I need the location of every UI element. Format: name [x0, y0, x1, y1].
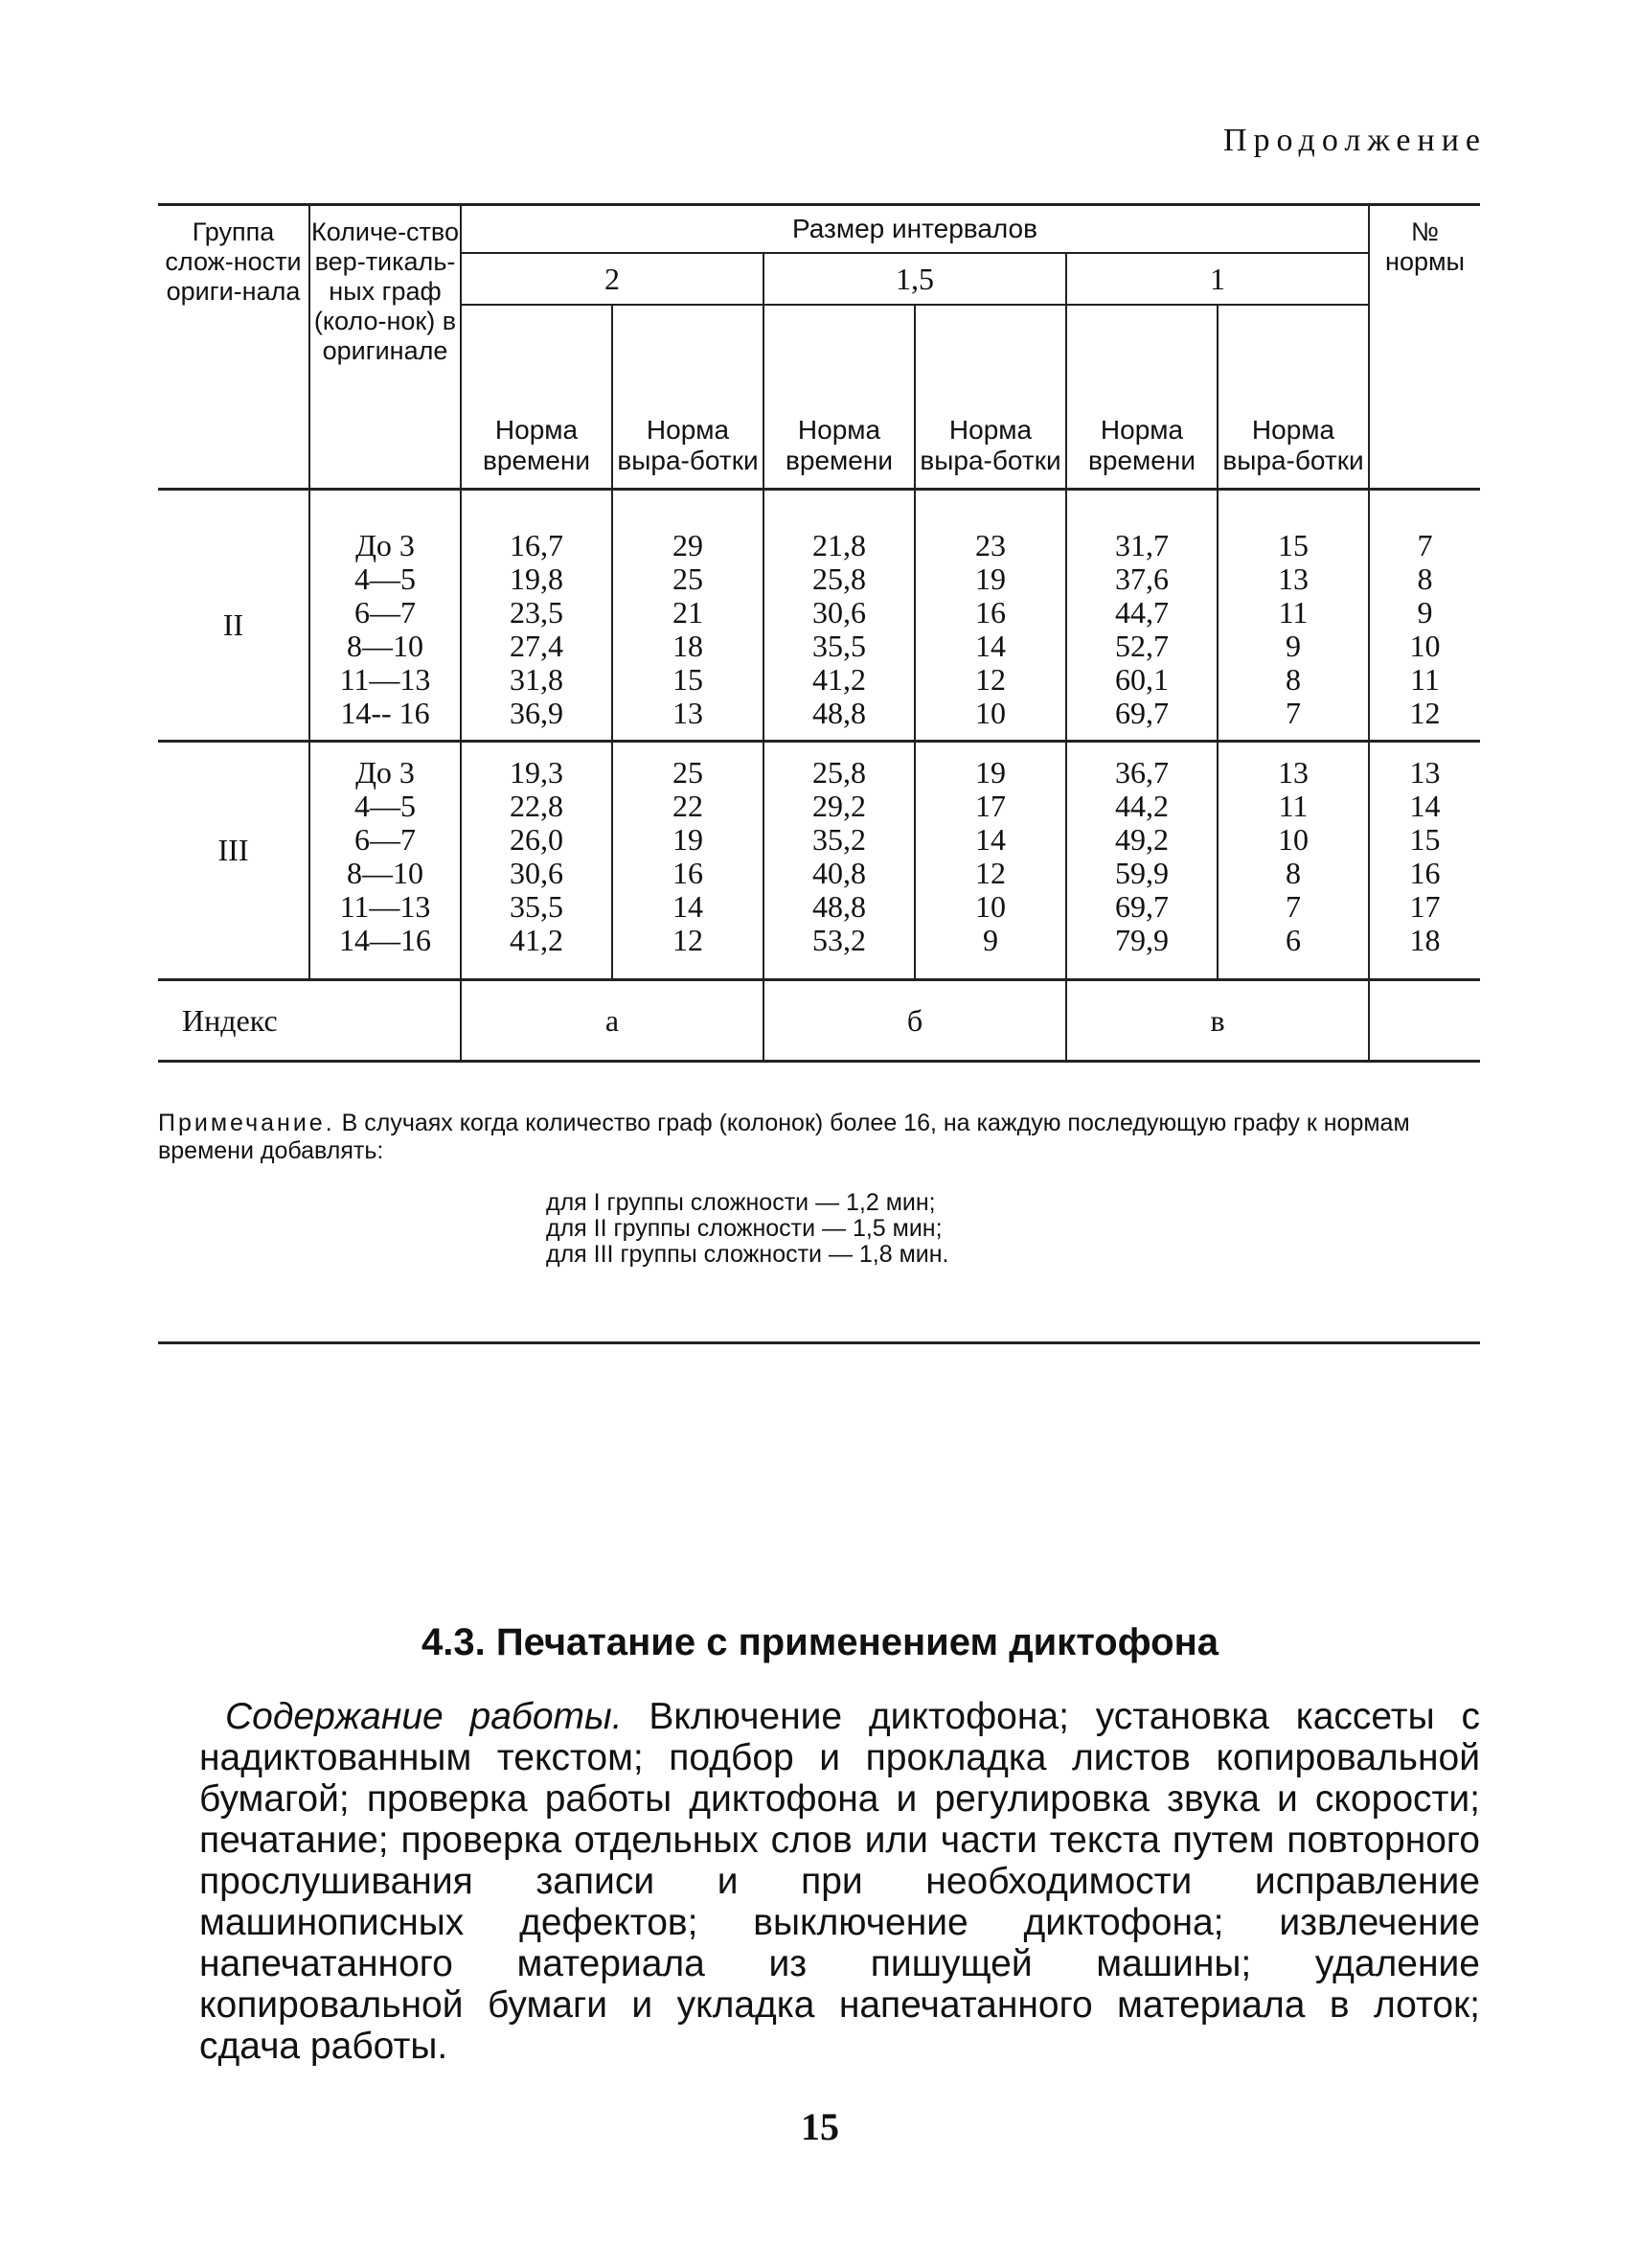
- table-cell-value: 4—5: [354, 789, 416, 823]
- table-cell-value: До 3: [355, 528, 415, 562]
- table-cell-value: 23,5: [510, 595, 563, 630]
- header-output-norm: Норма выра-ботки: [612, 305, 763, 490]
- table-cell-value: 16: [672, 856, 703, 890]
- index-value-b: б: [763, 980, 1066, 1062]
- table-cell-value: 35,5: [510, 889, 563, 924]
- note-item: для III группы сложности — 1,8 мин.: [546, 1241, 949, 1268]
- table-cell-value: 13: [1409, 755, 1441, 790]
- table-cell-value: 19: [672, 822, 703, 857]
- table-cell-value: 18: [1409, 923, 1441, 957]
- header-group: Группа слож-ности ориги-нала: [158, 205, 309, 490]
- table-cell-value: 6—7: [354, 595, 416, 630]
- table-cell-value: 35,5: [812, 629, 866, 663]
- header-time-norm: Норма времени: [461, 305, 612, 490]
- interval-1-5: 1,5: [763, 253, 1066, 305]
- header-time-norm: Норма времени: [763, 305, 915, 490]
- norms-table: [158, 203, 1480, 1063]
- note-text: В случаях когда количество граф (колонок) более 16, на каждую последующую графу к нормам времени добавлять:: [158, 1110, 1410, 1164]
- table-cell-value: 14: [672, 889, 703, 924]
- table-cell-value: 30,6: [510, 856, 563, 890]
- table-cell-value: 52,7: [1115, 629, 1169, 663]
- table-cell-value: 10: [975, 889, 1006, 924]
- interval-1-output-cell: [1218, 491, 1369, 742]
- table-cell-value: 7: [1417, 528, 1433, 562]
- table-cell-value: 25,8: [812, 755, 866, 790]
- table-cell-value: 21,8: [812, 528, 866, 562]
- table-cell-value: 8—10: [347, 629, 423, 663]
- table-cell-value: 10: [1278, 822, 1309, 857]
- table-cell-value: 41,2: [510, 923, 563, 957]
- table-cell-value: 9: [1286, 629, 1301, 663]
- table-note: [158, 1110, 1480, 1165]
- table-cell-value: 8—10: [347, 856, 423, 890]
- interval-1-5-output-cell: [915, 742, 1066, 980]
- table-cell-value: 16,7: [510, 528, 563, 562]
- table-cell-value: 69,7: [1115, 889, 1169, 924]
- note-item: для II группы сложности — 1,5 мин;: [546, 1215, 943, 1242]
- header-interval-size: Размер интервалов: [461, 205, 1369, 254]
- table-cell-value: 6—7: [354, 822, 416, 857]
- table-cell-value: 12: [975, 662, 1006, 697]
- table-cell-value: 30,6: [812, 595, 866, 630]
- table-cell-value: 53,2: [812, 923, 866, 957]
- norm-number-cell: [1369, 491, 1480, 742]
- table-cell-value: 11: [1278, 595, 1309, 630]
- table-cell-value: 17: [1409, 889, 1441, 924]
- header-output-norm: Норма выра-ботки: [1218, 305, 1369, 490]
- interval-1-5-output-cell: [915, 491, 1066, 742]
- table-cell-value: 11—13: [339, 662, 431, 697]
- table-cell-value: 19: [975, 561, 1006, 596]
- note-lead: Примечание.: [158, 1110, 335, 1136]
- table-cell-value: 18: [672, 629, 703, 663]
- columns-range-cell: [309, 742, 461, 980]
- interval-2-time-cell: [461, 491, 612, 742]
- table-cell-value: 25: [672, 561, 703, 596]
- table-cell-value: 31,8: [510, 662, 563, 697]
- table-cell-value: 8: [1286, 662, 1301, 697]
- table-cell-value: 35,2: [812, 822, 866, 857]
- table-cell-value: 11: [1410, 662, 1440, 697]
- table-cell-value: 11: [1278, 789, 1309, 823]
- table-cell-value: 17: [975, 789, 1006, 823]
- interval-1-5-time-cell: [763, 491, 915, 742]
- interval-2-time-cell: [461, 742, 612, 980]
- table-cell-value: 29: [672, 528, 703, 562]
- interval-1-output-cell: [1218, 742, 1369, 980]
- table-cell-value: 9: [983, 923, 998, 957]
- section-lead: Содержание работы.: [225, 1696, 623, 1737]
- table-cell-value: 19,8: [510, 561, 563, 596]
- continued-label: Продолжение: [1222, 123, 1487, 158]
- table-cell-value: 44,2: [1115, 789, 1169, 823]
- table-cell-value: 26,0: [510, 822, 563, 857]
- table-cell-value: 69,7: [1115, 696, 1169, 730]
- table-cell-value: 12: [672, 923, 703, 957]
- index-row: [158, 980, 1480, 1062]
- index-empty-cell: [1369, 980, 1480, 1062]
- table-cell-value: 31,7: [1115, 528, 1169, 562]
- table-cell-value: 10: [1409, 629, 1441, 663]
- table-cell-value: 22,8: [510, 789, 563, 823]
- table-cell-value: 14: [975, 629, 1006, 663]
- table-cell-value: 12: [975, 856, 1006, 890]
- table-cell-value: 79,9: [1115, 923, 1169, 957]
- table-cell-value: 10: [975, 696, 1006, 730]
- table-cell-value: 14: [1409, 789, 1441, 823]
- section-text: Включение диктофона; установка кассеты с надиктованным текстом; подбор и прокладка листов копировальной бумагой; проверка работы диктофона и регулировка звука и скорости; печатание; проверка отдельных слов или части текста путем повторного прослушивания записи и при необходимости исправление машинописных дефектов; выключение диктофона; извлечение напечатанного материала из пишущей машины; удаление копировальной бумаги и укладка напечатанного материала в лоток; сдача работы.: [199, 1696, 1480, 2067]
- note-item: для I группы сложности — 1,2 мин;: [546, 1189, 936, 1216]
- group-label: II: [158, 491, 309, 742]
- interval-1-time-cell: [1066, 491, 1218, 742]
- interval-1-time-cell: [1066, 742, 1218, 980]
- table-row-group-iii: [158, 742, 1480, 980]
- table-cell-value: 37,6: [1115, 561, 1169, 596]
- table-cell-value: 36,9: [510, 696, 563, 730]
- table-cell-value: 48,8: [812, 889, 866, 924]
- index-label: Индекс: [158, 980, 461, 1062]
- table-cell-value: 13: [1278, 561, 1309, 596]
- table-cell-value: 7: [1286, 696, 1301, 730]
- table-cell-value: 29,2: [812, 789, 866, 823]
- table-cell-value: 11—13: [339, 889, 431, 924]
- table-cell-value: 16: [975, 595, 1006, 630]
- columns-range-cell: [309, 491, 461, 742]
- page-number: 15: [801, 2105, 839, 2148]
- table-cell-value: 15: [1409, 822, 1441, 857]
- interval-1-5-time-cell: [763, 742, 915, 980]
- index-value-v: в: [1066, 980, 1369, 1062]
- table-cell-value: 7: [1286, 889, 1301, 924]
- table-cell-value: 41,2: [812, 662, 866, 697]
- table-cell-value: 21: [672, 595, 703, 630]
- header-columns-count: Количе-ство вер-тикаль-ных граф (коло-нок) в оригинале: [309, 205, 461, 490]
- header-time-norm: Норма времени: [1066, 305, 1218, 490]
- group-label: III: [158, 742, 309, 980]
- table-cell-value: 14—16: [339, 923, 431, 957]
- table-cell-value: 59,9: [1115, 856, 1169, 890]
- table-cell-value: 22: [672, 789, 703, 823]
- table-row-group-ii: [158, 491, 1480, 742]
- table-cell-value: 19: [975, 755, 1006, 790]
- table-cell-value: 13: [672, 696, 703, 730]
- note-list: [546, 1190, 949, 1268]
- section-title: 4.3. Печатание с применением диктофона: [421, 1621, 1219, 1663]
- interval-2: 2: [461, 253, 763, 305]
- table-cell-value: 4—5: [354, 561, 416, 596]
- table-cell-value: 25: [672, 755, 703, 790]
- table-cell-value: 13: [1278, 755, 1309, 790]
- table-cell-value: 14: [975, 822, 1006, 857]
- table-cell-value: 9: [1417, 595, 1433, 630]
- table-cell-value: 8: [1417, 561, 1433, 596]
- table-cell-value: 19,3: [510, 755, 563, 790]
- table-cell-value: 14-- 16: [340, 696, 430, 730]
- table-cell-value: 49,2: [1115, 822, 1169, 857]
- table-cell-value: 12: [1409, 696, 1441, 730]
- interval-1: 1: [1066, 253, 1369, 305]
- interval-2-output-cell: [612, 742, 763, 980]
- table-cell-value: 15: [672, 662, 703, 697]
- table-cell-value: 6: [1286, 923, 1301, 957]
- table-cell-value: 60,1: [1115, 662, 1169, 697]
- table-cell-value: 16: [1409, 856, 1441, 890]
- table-cell-value: 40,8: [812, 856, 866, 890]
- header-output-norm: Норма выра-ботки: [915, 305, 1066, 490]
- section-body: [199, 1696, 1480, 2067]
- table-cell-value: До 3: [355, 755, 415, 790]
- table-cell-value: 15: [1278, 528, 1309, 562]
- table-cell-value: 23: [975, 528, 1006, 562]
- interval-2-output-cell: [612, 491, 763, 742]
- section-divider: [158, 1341, 1480, 1344]
- index-value-a: а: [461, 980, 763, 1062]
- table-cell-value: 36,7: [1115, 755, 1169, 790]
- norm-number-cell: [1369, 742, 1480, 980]
- table-cell-value: 44,7: [1115, 595, 1169, 630]
- table-cell-value: 8: [1286, 856, 1301, 890]
- table-cell-value: 25,8: [812, 561, 866, 596]
- header-norm-number: № нормы: [1369, 205, 1480, 490]
- table-cell-value: 27,4: [510, 629, 563, 663]
- table-cell-value: 48,8: [812, 696, 866, 730]
